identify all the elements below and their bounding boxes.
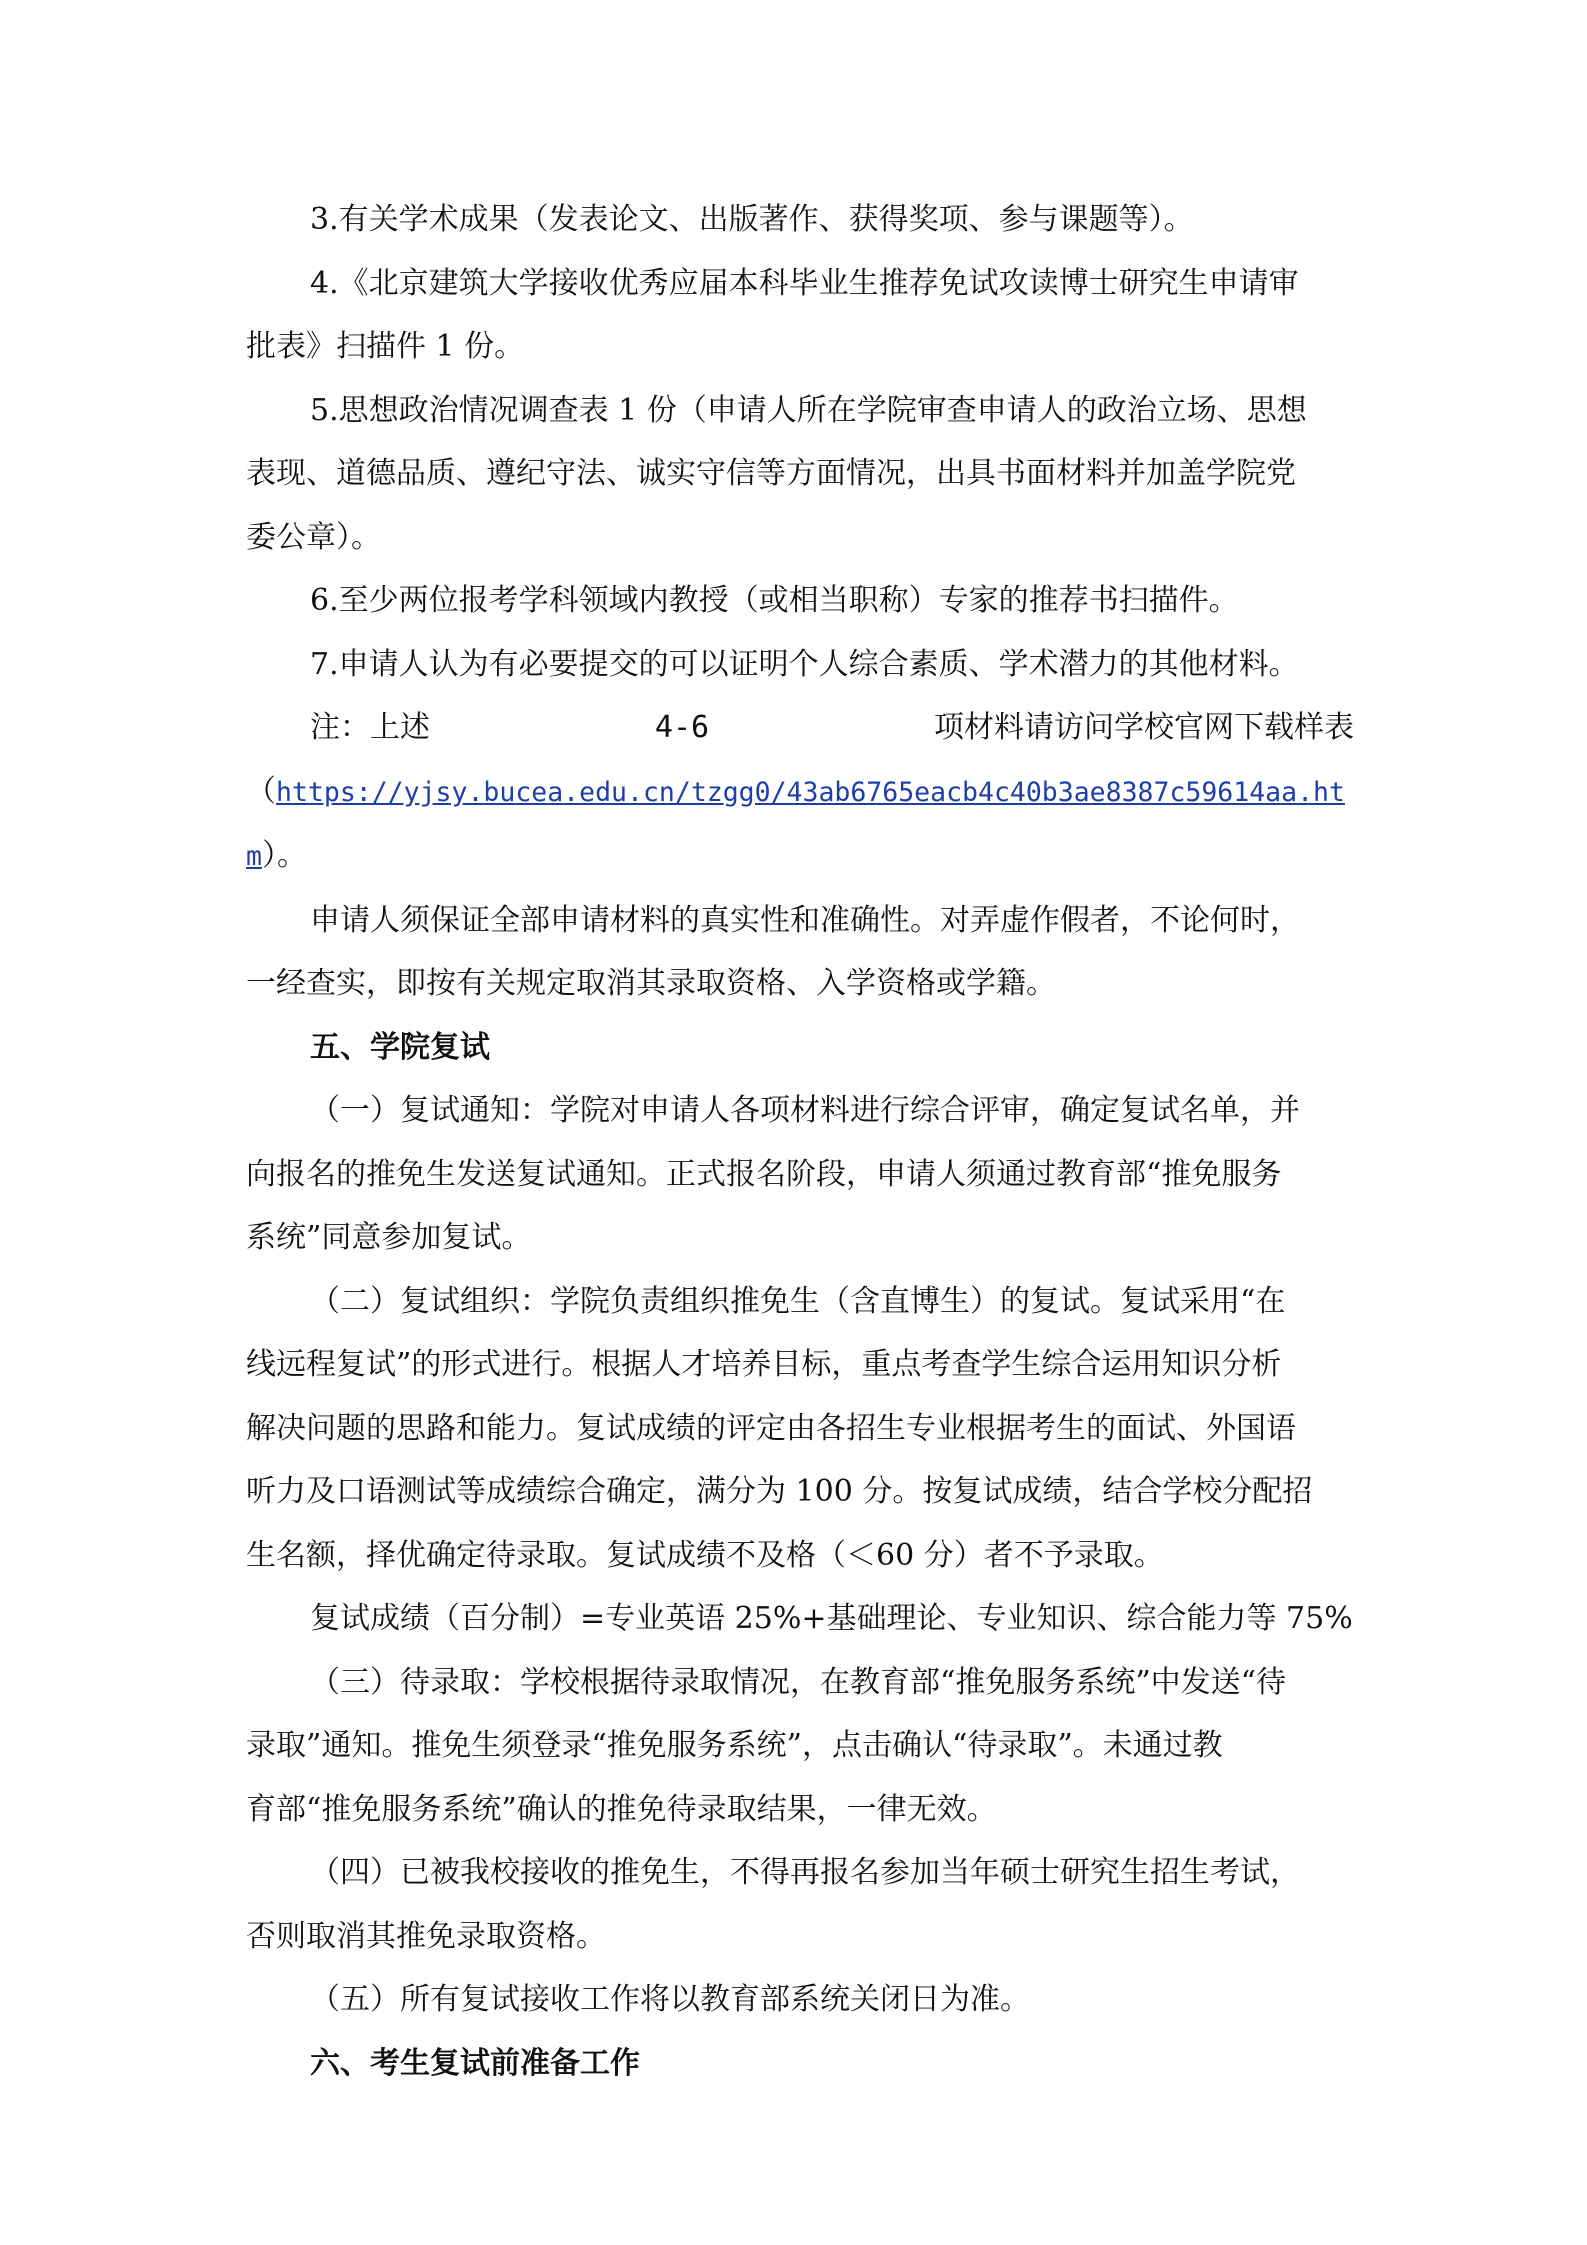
item-4-line-2: 批表》扫描件 1 份。 (246, 329, 525, 364)
item-7-text: 7.申请人认为有必要提交的可以证明个人综合素质、学术潜力的其他材料。 (310, 646, 1299, 682)
s5-1-line-2: 向报名的推免生发送复试通知。正式报名阶段，申请人须通过教育部“推免服务 (246, 1156, 1282, 1192)
s5-3-line-2: 录取”通知。推免生须登录“推免服务系统”，点击确认“待录取”。未通过教 (246, 1728, 1223, 1763)
template-download-link[interactable]: https://yjsy.bucea.edu.cn/tzgg0/43ab6765eacb4c40b3ae8387c59614aa.ht (276, 776, 1345, 808)
item-7 (246, 633, 1354, 697)
score-formula-text: 复试成绩（百分制）=专业英语 25%+基础理论、专业知识、综合能力等 75% (310, 1601, 1353, 1636)
note-close: ）。 (261, 838, 307, 873)
truth-line-2: 一经查实，即按有关规定取消其录取资格、入学资格或学籍。 (246, 966, 1056, 1001)
note-first-line (246, 696, 1354, 760)
note-open-paren: （ (246, 773, 276, 809)
item-3-text: 3.有关学术成果（发表论文、出版著作、获得奖项、参与课题等）。 (310, 202, 1194, 237)
s5-2-line-1: （二）复试组织：学院负责组织推免生（含直博生）的复试。复试采用“在 (310, 1283, 1286, 1319)
section-5-heading: 五、学院复试 (310, 1029, 490, 1065)
truth-line-1: 申请人须保证全部申请材料的真实性和准确性。对弄虚作假者，不论何时， (310, 902, 1300, 938)
item-6 (246, 569, 1354, 633)
item-5-line-3: 委公章）。 (246, 519, 381, 555)
section-5-4 (246, 1841, 1354, 1968)
s5-5-text: （五）所有复试接收工作将以教育部系统关闭日为准。 (310, 1982, 1030, 2017)
s5-2-line-2: 线远程复试”的形式进行。根据人才培养目标，重点考查学生综合运用知识分析 (246, 1347, 1282, 1382)
section-5-5 (246, 1968, 1354, 2032)
s5-4-line-1: （四）已被我校接收的推免生，不得再报名参加当年硕士研究生招生考试， (310, 1855, 1300, 1890)
s5-1-line-1: （一）复试通知：学院对申请人各项材料进行综合评审，确定复试名单，并 (310, 1093, 1300, 1128)
note-label: 注：上述 (310, 710, 430, 745)
template-download-link-end[interactable]: m (246, 841, 262, 872)
note-range: 4-6 (654, 710, 710, 745)
note-url-line (246, 760, 1354, 889)
item-4 (246, 252, 1354, 379)
s5-2-line-5: 生名额，择优确定待录取。复试成绩不及格（＜60 分）者不予录取。 (246, 1537, 1164, 1573)
section-5-3 (246, 1651, 1354, 1842)
section-6-heading: 六、考生复试前准备工作 (310, 2045, 640, 2081)
note-block (246, 696, 1354, 889)
item-5-line-1: 5.思想政治情况调查表 1 份（申请人所在学院审查申请人的政治立场、思想 (310, 392, 1307, 428)
section-5-1 (246, 1079, 1354, 1270)
item-3 (246, 188, 1354, 252)
item-4-line-1: 4.《北京建筑大学接收优秀应届本科毕业生推荐免试攻读博士研究生申请审 (310, 265, 1299, 301)
s5-2-line-3: 解决问题的思路和能力。复试成绩的评定由各招生专业根据考生的面试、外国语 (246, 1410, 1296, 1446)
item-5-line-2: 表现、道德品质、遵纪守法、诚实守信等方面情况，出具书面材料并加盖学院党 (246, 456, 1296, 491)
item-5 (246, 379, 1354, 570)
document-page (246, 188, 1354, 2095)
item-6-text: 6.至少两位报考学科领域内教授（或相当职称）专家的推荐书扫描件。 (310, 583, 1239, 618)
s5-3-line-1: （三）待录取：学校根据待录取情况，在教育部“推免服务系统”中发送“待 (310, 1664, 1287, 1700)
s5-3-line-3: 育部“推免服务系统”确认的推免待录取结果，一律无效。 (246, 1791, 997, 1827)
s5-1-line-3: 系统”同意参加复试。 (246, 1220, 532, 1255)
section-5-2 (246, 1270, 1354, 1588)
s5-4-line-2: 否则取消其推免录取资格。 (246, 1918, 606, 1954)
note-rest: 项材料请访问学校官网下载样表 (934, 710, 1354, 745)
score-formula (246, 1587, 1354, 1651)
truth-statement (246, 889, 1354, 1016)
s5-2-line-4: 听力及口语测试等成绩综合确定，满分为 100 分。按复试成绩，结合学校分配招 (246, 1474, 1313, 1509)
